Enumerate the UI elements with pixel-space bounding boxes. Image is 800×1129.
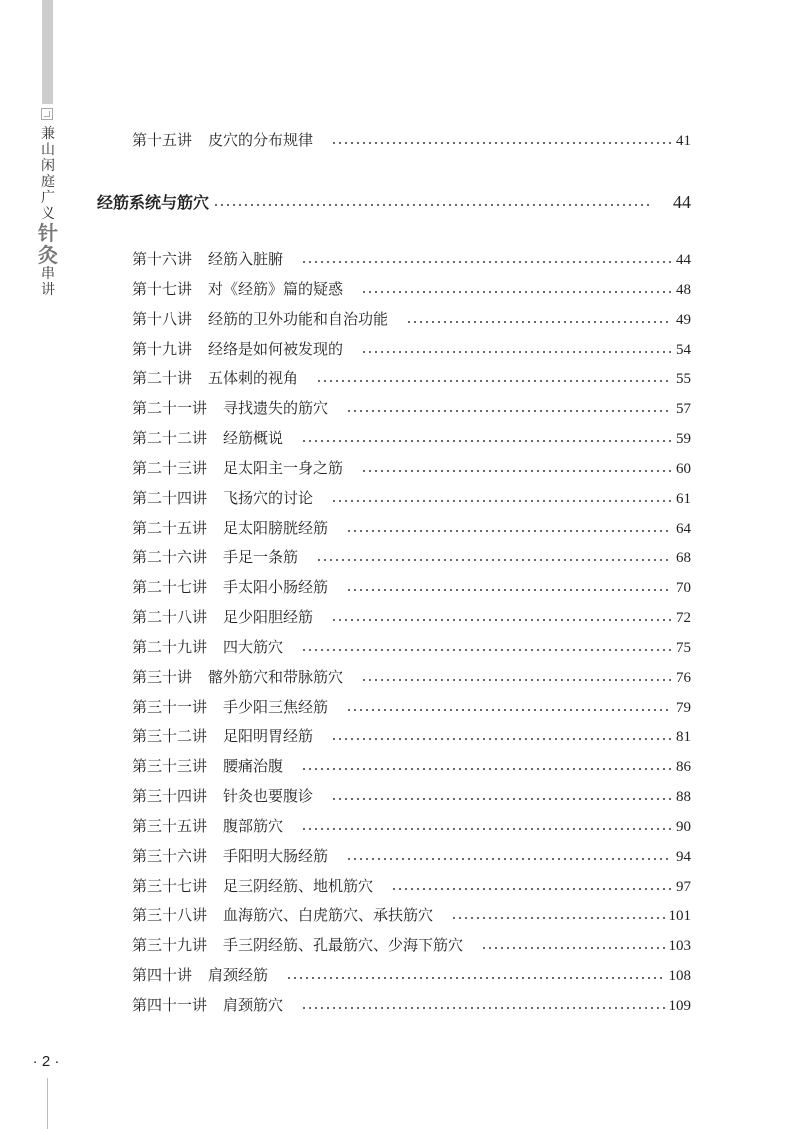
spine-char: 山 [41, 142, 55, 158]
chapter-number: 第二十一讲 [132, 399, 208, 418]
page-ref: 79 [676, 699, 691, 716]
page-ref: 72 [676, 610, 691, 627]
toc-entry[interactable] [132, 905, 691, 925]
dot-leader [331, 499, 672, 503]
spine-char: 庭 [41, 174, 55, 190]
spine-char: 灸 [38, 243, 58, 267]
section-heading[interactable] [97, 190, 691, 214]
spine-char: 广 [41, 190, 55, 206]
toc-entry[interactable] [132, 488, 691, 508]
chapter-title: 对《经筋》篇的疑惑 [208, 279, 344, 298]
chapter-title: 肩颈经筋 [208, 966, 269, 985]
toc-entry[interactable] [132, 637, 691, 657]
chapter-number: 第四十讲 [132, 966, 193, 985]
chapter-number: 第十七讲 [132, 279, 193, 298]
page-ref: 54 [676, 341, 691, 358]
dot-leader [316, 558, 672, 562]
toc-entry[interactable] [132, 249, 691, 269]
page-ref: 55 [676, 371, 691, 388]
toc-entry[interactable] [132, 398, 691, 418]
dot-leader [301, 1006, 664, 1010]
toc-entry[interactable] [132, 577, 691, 597]
chapter-number: 第三十一讲 [132, 697, 208, 716]
dot-leader [346, 857, 672, 861]
toc-entry[interactable] [132, 518, 691, 538]
chapter-title: 经筋的卫外功能和自治功能 [208, 309, 389, 328]
chapter-title: 足太阳主一身之筋 [223, 458, 344, 477]
chapter-title: 四大筋穴 [223, 637, 284, 656]
spine-char: 义 [41, 206, 55, 222]
toc-entry[interactable] [132, 667, 691, 687]
page-ref: 59 [676, 431, 691, 448]
dot-leader [331, 797, 672, 801]
dot-leader [301, 648, 672, 652]
page-ref: 68 [676, 550, 691, 567]
toc-entry[interactable] [132, 279, 691, 299]
dot-leader [346, 708, 672, 712]
toc-entry[interactable] [132, 786, 691, 806]
chapter-title: 五体刺的视角 [208, 369, 299, 388]
dot-leader [301, 439, 672, 443]
page-ref: 70 [676, 580, 691, 597]
chapter-title: 飞扬穴的讨论 [223, 488, 314, 507]
spine-char: 针 [38, 221, 58, 245]
chapter-number: 第二十九讲 [132, 637, 208, 656]
dot-leader [331, 618, 672, 622]
page-ref: 90 [676, 818, 691, 835]
page-ref: 109 [668, 998, 691, 1014]
page-ref: 41 [676, 133, 691, 149]
dot-leader [451, 916, 664, 920]
chapter-title: 血海筋穴、白虎筋穴、承扶筋穴 [223, 906, 434, 925]
dot-leader [406, 320, 672, 324]
chapter-title: 手三阴经筋、孔最筋穴、少海下筋穴 [223, 936, 464, 955]
section-page-ref: 44 [673, 192, 691, 212]
chapter-title: 腹部筋穴 [223, 816, 284, 835]
dot-leader [361, 350, 672, 354]
chapter-number: 第二十七讲 [132, 578, 208, 597]
page-ref: 44 [676, 252, 691, 268]
toc-entry[interactable] [132, 995, 691, 1015]
page-ref: 60 [676, 460, 691, 477]
chapter-title: 足三阴经筋、地机筋穴 [223, 876, 374, 895]
page-ref: 81 [676, 729, 691, 746]
chapter-number: 第三十九讲 [132, 936, 208, 955]
chapter-number: 第十六讲 [132, 250, 193, 268]
chapter-number: 第十八讲 [132, 309, 193, 328]
page-ref: 57 [676, 401, 691, 418]
chapter-number: 第十九讲 [132, 339, 193, 358]
decorative-bar [42, 0, 53, 104]
dot-leader [331, 141, 672, 145]
chapter-title: 经筋概说 [223, 429, 284, 448]
page-ref: 64 [676, 520, 691, 537]
dot-leader [301, 767, 672, 771]
dot-leader [361, 678, 672, 682]
page-ref: 76 [676, 669, 691, 686]
chapter-title: 经筋入脏腑 [208, 250, 284, 268]
chapter-number: 第三十二讲 [132, 727, 208, 746]
chapter-title: 经络是如何被发现的 [208, 339, 344, 358]
toc-entry[interactable] [132, 339, 691, 359]
chapter-title: 腰痛治腹 [223, 757, 284, 776]
page-ref: 108 [668, 968, 691, 985]
page-ref: 61 [676, 490, 691, 507]
toc-entry[interactable] [132, 309, 691, 329]
dot-leader [346, 529, 672, 533]
dot-leader [361, 469, 672, 473]
chapter-number: 第二十八讲 [132, 608, 208, 627]
chapter-title: 足阳明胃经筋 [223, 727, 314, 746]
chapter-number: 第三十六讲 [132, 846, 208, 865]
page-ref: 103 [668, 938, 691, 955]
spine-char: 串 [41, 266, 55, 282]
dot-leader [391, 887, 672, 891]
meander-ornament-icon [41, 108, 53, 120]
page-ref: 97 [676, 878, 691, 895]
chapter-title: 寻找遗失的筋穴 [223, 399, 329, 418]
section-title: 经筋系统与筋穴 [97, 193, 210, 212]
page-ref: 48 [676, 281, 691, 298]
page-ref: 88 [676, 789, 691, 806]
chapter-number: 第三十五讲 [132, 816, 208, 835]
dot-leader [346, 588, 672, 592]
toc-entry[interactable] [132, 816, 691, 836]
page-number: · 2 · [32, 1053, 60, 1070]
dot-leader [286, 976, 664, 980]
page-ref: 49 [676, 311, 691, 328]
toc-entry[interactable] [132, 368, 691, 388]
toc-entry[interactable] [132, 458, 691, 478]
spine-char: 讲 [41, 282, 55, 298]
dot-leader [361, 290, 672, 294]
chapter-number: 第三十讲 [132, 667, 193, 686]
toc-entry[interactable] [132, 935, 691, 955]
chapter-title: 手阳明大肠经筋 [223, 846, 329, 865]
toc-entry[interactable] [132, 756, 691, 776]
page-ref: 86 [676, 759, 691, 776]
toc-entry[interactable] [132, 607, 691, 627]
chapter-title: 针灸也要腹诊 [223, 787, 314, 806]
chapter-title: 手足一条筋 [223, 548, 299, 567]
toc-entry[interactable] [132, 130, 691, 150]
chapter-title: 肩颈筋穴 [223, 996, 284, 1014]
chapter-number: 第三十三讲 [132, 757, 208, 776]
page-ref: 101 [668, 908, 691, 925]
dot-leader [481, 946, 664, 950]
toc-entry[interactable] [132, 428, 691, 448]
page-number-value: 2 [41, 1053, 51, 1070]
chapter-title: 手太阳小肠经筋 [223, 578, 329, 597]
toc-entry[interactable] [132, 876, 691, 896]
chapter-title: 足太阳膀胱经筋 [223, 518, 329, 537]
chapter-number: 第二十四讲 [132, 488, 208, 507]
chapter-number: 第二十六讲 [132, 548, 208, 567]
toc-entry[interactable] [132, 846, 691, 866]
book-title-spine [38, 126, 58, 298]
page-ref: 75 [676, 639, 691, 656]
chapter-title: 皮穴的分布规律 [208, 131, 314, 149]
chapter-title: 足少阳胆经筋 [223, 608, 314, 627]
dot-leader [301, 260, 672, 264]
chapter-number: 第二十三讲 [132, 458, 208, 477]
chapter-number: 第二十二讲 [132, 429, 208, 448]
dot-leader [301, 827, 672, 831]
chapter-number: 第三十七讲 [132, 876, 208, 895]
dot-leader [316, 379, 672, 383]
chapter-title: 髂外筋穴和带脉筋穴 [208, 667, 344, 686]
chapter-number: 第二十讲 [132, 369, 193, 388]
chapter-number: 第三十四讲 [132, 787, 208, 806]
chapter-number: 第三十八讲 [132, 906, 208, 925]
toc-entry[interactable] [132, 726, 691, 746]
dot-leader [213, 203, 653, 207]
toc-entry[interactable] [132, 965, 691, 985]
dot-leader [346, 409, 672, 413]
chapter-title: 手少阳三焦经筋 [223, 697, 329, 716]
dot-leader [331, 737, 672, 741]
chapter-number: 第四十一讲 [132, 996, 208, 1014]
toc-entry[interactable] [132, 697, 691, 717]
margin-rule [47, 1078, 48, 1129]
chapter-number: 第二十五讲 [132, 518, 208, 537]
spine-char: 闲 [41, 158, 55, 174]
page-ref: 94 [676, 848, 691, 865]
chapter-number: 第十五讲 [132, 131, 193, 149]
toc-entry[interactable] [132, 547, 691, 567]
spine-char: 兼 [41, 126, 55, 142]
